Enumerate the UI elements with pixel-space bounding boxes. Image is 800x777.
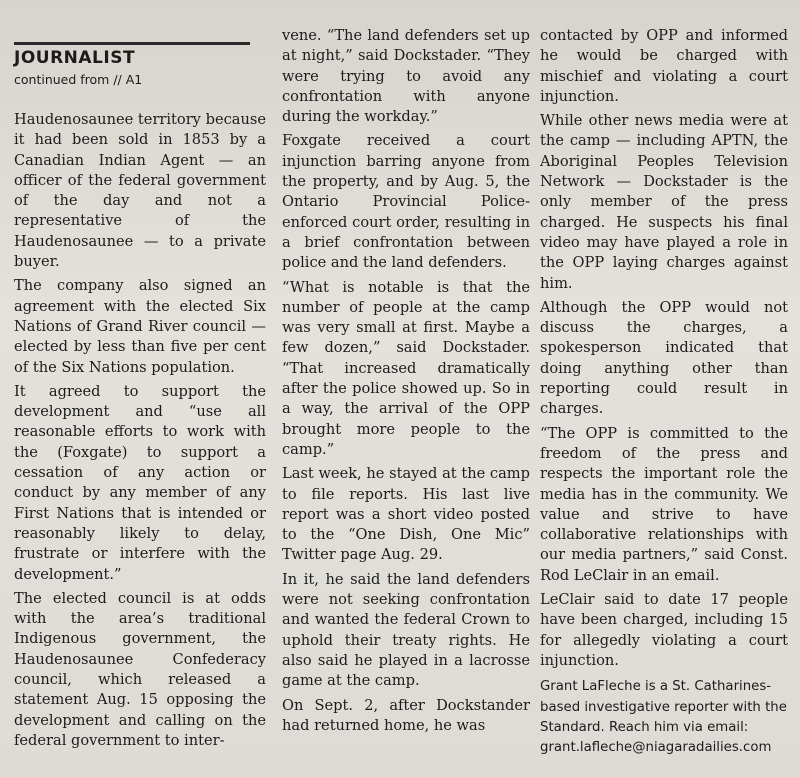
paragraph: LeClair said to date 17 people have been charged, including 15 for allegedly violating a court injunction. — [540, 591, 788, 669]
paragraph: While other news media were at the camp — including APTN, the Aboriginal Peoples Television Network — Dockstader is the only member of the press charged. He suspects his final video may have played a role in the OPP laying charges against him. — [540, 112, 788, 292]
bleed-through-text — [0, 0, 800, 24]
paragraph: The elected council is at odds with the area’s traditional Indigenous government, the Haudenosaunee Confederacy council, which released a statement Aug. 15 opposing the development and calling on the federal government to inter- — [14, 589, 266, 749]
column-3 — [540, 26, 788, 777]
header-rule — [14, 42, 250, 45]
paragraph: On Sept. 2, after Dockstander had returned home, he was — [282, 696, 530, 734]
paragraph: In it, he said the land defenders were not seeking confrontation and wanted the federal Crown to uphold their treaty rights. He also said he played in a lacrosse game at the camp. — [282, 570, 530, 690]
paragraph: Foxgate received a court injunction barring anyone from the property, and by Aug. 5, the Ontario Provincial Police-enforced court order, resulting in a brief confrontation between police and the land defenders. — [282, 132, 530, 272]
author-tagline: Grant LaFleche is a St. Catharines-based investigative reporter with the Standard. Reach him via email: grant.lafleche@niagaradailies.com — [540, 679, 787, 756]
paragraph: Although the OPP would not discuss the charges, a spokesperson indicated that doing anything other than reporting could result in charges. — [540, 298, 788, 418]
paragraph: vene. “The land defenders set up at night,” said Dockstader. “They were trying to avoid any confrontation with anyone during the workday.” — [282, 27, 530, 126]
paragraph: “What is notable is that the number of people at the camp was very small at first. Maybe a few dozen,” said Dockstader. “That increased dramatically after the police showed up. So in a way, the arrival of the OPP brought more people to the camp.” — [282, 278, 530, 458]
paragraph: “The OPP is committed to the freedom of the press and respects the important role the media has in the community. We value and strive to have collaborative relationships with our media partners,” said Const. Rod LeClair in an email. — [540, 424, 788, 584]
paragraph: The company also signed an agreement with the elected Six Nations of Grand River council — elected by less than five per cent of the Six Nations population. — [14, 277, 266, 376]
paragraph: It agreed to support the development and “use all reasonable efforts to work with the (Foxgate) to support a cessation of any action or conduct by any member of any First Nations that is intended or reasonably likely to delay, frustrate or interfere with the development.” — [14, 382, 266, 583]
continued-line: continued from // A1 — [14, 72, 143, 87]
paragraph: contacted by OPP and informed he would be charged with mischief and violating a court injunction. — [540, 27, 788, 105]
section-kicker: JOURNALIST — [14, 48, 136, 68]
paragraph: Last week, he stayed at the camp to file reports. His last live report was a short video posted to the “One Dish, One Mic” Twitter page Aug. 29. — [282, 465, 530, 564]
paragraph: Haudenosaunee territory because it had been sold in 1853 by a Canadian Indian Agent — an officer of the federal government of the day and not a representative of the Haudenosaunee — to a private buyer. — [14, 111, 266, 271]
column-1 — [14, 48, 266, 777]
column-2 — [282, 26, 530, 777]
